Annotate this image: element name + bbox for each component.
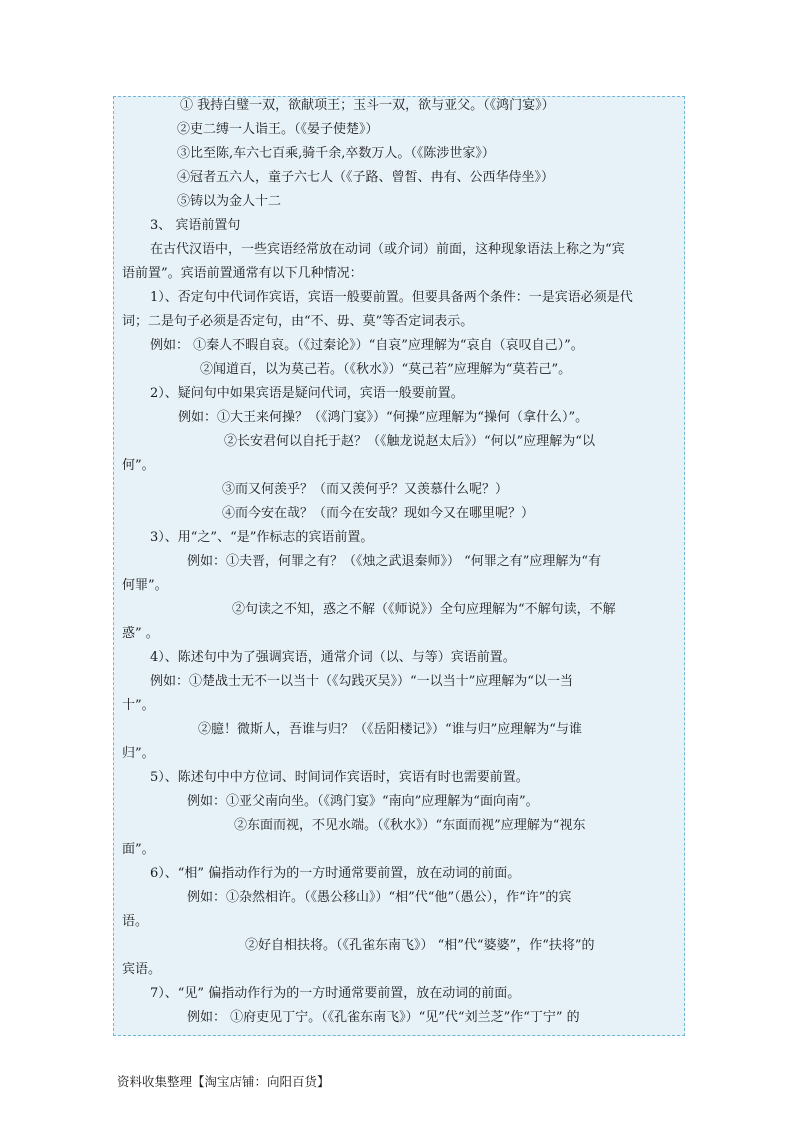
text-line: 例如：①夫晋，何罪之有？（《烛之武退秦师》） “何罪之有”应理解为“有	[187, 554, 602, 569]
text-line: 语前置”。宾语前置通常有以下几种情况：	[122, 266, 363, 281]
text-line: 例如： ①府吏见丁宁。（《孔雀东南飞》）“见”代“刘兰芝”作“丁宁” 的	[187, 1010, 580, 1025]
text-line: ④而今安在哉？（而今在安哉？现如今又在哪里呢？）	[222, 506, 535, 521]
text-line: 7）、“见” 偏指动作行为的一方时通常要前置，放在动词的前面。	[150, 986, 521, 1001]
text-line: ②吏二缚一人诣王。（《晏子使楚》）	[177, 122, 379, 137]
text-line: ④冠者五六人，童子六七人（《子路、曾皙、冉有、公西华侍坐》）	[177, 170, 555, 185]
text-line: 词；二是句子必须是否定句，由“不、毋、莫”等否定词表示。	[122, 314, 474, 329]
text-line: 6）、“相” 偏指动作行为的一方时通常要前置，放在动词的前面。	[150, 866, 521, 881]
text-line: ②句读之不知，惑之不解（《师说》）全句应理解为“不解句读，不解	[232, 602, 616, 617]
section-heading: 3、 宾语前置句	[150, 218, 241, 233]
text-line: 例如：①亚父南向坐。（《鸿门宴》“南向”应理解为“面向南”。	[187, 794, 539, 809]
text-line: ① 我持白璧一双，欲献项王；玉斗一双，欲与亚父。（《鸿门宴》）	[180, 98, 555, 113]
text-line: 何”。	[122, 458, 155, 473]
text-line: 十”。	[122, 698, 155, 713]
text-line: 5）、陈述句中中方位词、时间词作宾语时，宾语有时也需要前置。	[150, 770, 529, 785]
text-line: 例如： ①秦人不暇自哀。（《过秦论》）“自哀”应理解为“哀自（哀叹自己）”。	[150, 338, 584, 353]
text-line: 宾语。	[122, 962, 162, 977]
text-line: 1）、否定句中代词作宾语，宾语一般要前置。但要具备两个条件：一是宾语必须是代	[150, 290, 633, 305]
text-line: 4）、陈述句中为了强调宾语，通常介词（以、与等）宾语前置。	[150, 650, 516, 665]
text-line: 惑” 。	[122, 626, 159, 641]
text-line: ②好自相扶将。（《孔雀东南飞》） “相”代“婆婆”，作“扶将”的	[245, 938, 595, 953]
text-line: 归”。	[122, 746, 155, 761]
page-footer: 资料收集整理【淘宝店铺：向阳百货】	[117, 1074, 330, 1089]
text-line: 语。	[122, 914, 149, 929]
text-line: 3）、用“之”、“是”作标志的宾语前置。	[150, 530, 374, 545]
text-line: ②闻道百，以为莫己若。（《秋水》）“莫己若”应理解为“莫若己”。	[200, 362, 572, 377]
text-line: 何罪”。	[122, 578, 168, 593]
text-line: 例如：①大王来何操？（《鸿门宴》）“何操”应理解为“操何（拿什么）”。	[178, 410, 589, 425]
text-line: 例如：①楚战士无不一以当十（《勾践灭吴》）“一以当十”应理解为“以一当	[150, 674, 573, 689]
text-line: 例如：①杂然相许。（《愚公移山》）“相”代“他”（愚公），作“许”的宾	[187, 890, 572, 905]
text-line: 2）、疑问句中如果宾语是疑问代词，宾语一般要前置。	[150, 386, 464, 401]
text-line: ③比至陈,车六七百乘,骑千余,卒数万人。（《陈涉世家》）	[177, 146, 495, 161]
text-line: ⑤铸以为金人十二	[177, 194, 282, 209]
text-line: ②臆！微斯人，吾谁与归？（《岳阳楼记》）“谁与归”应理解为“与谁	[198, 722, 582, 737]
text-line: ②东面而视，不见水端。（《秋水》）“东面而视”应理解为“视东	[234, 818, 586, 833]
text-line: 面”。	[122, 842, 155, 857]
text-line: ②长安君何以自托于赵？（《触龙说赵太后》）“何以”应理解为“以	[224, 434, 595, 449]
text-line: 在古代汉语中，一些宾语经常放在动词（或介词）前面，这种现象语法上称之为“宾	[150, 242, 625, 257]
text-line: ③而又何羡乎？（而又羡何乎？又羡慕什么呢？）	[222, 482, 509, 497]
document-panel	[113, 96, 685, 1036]
